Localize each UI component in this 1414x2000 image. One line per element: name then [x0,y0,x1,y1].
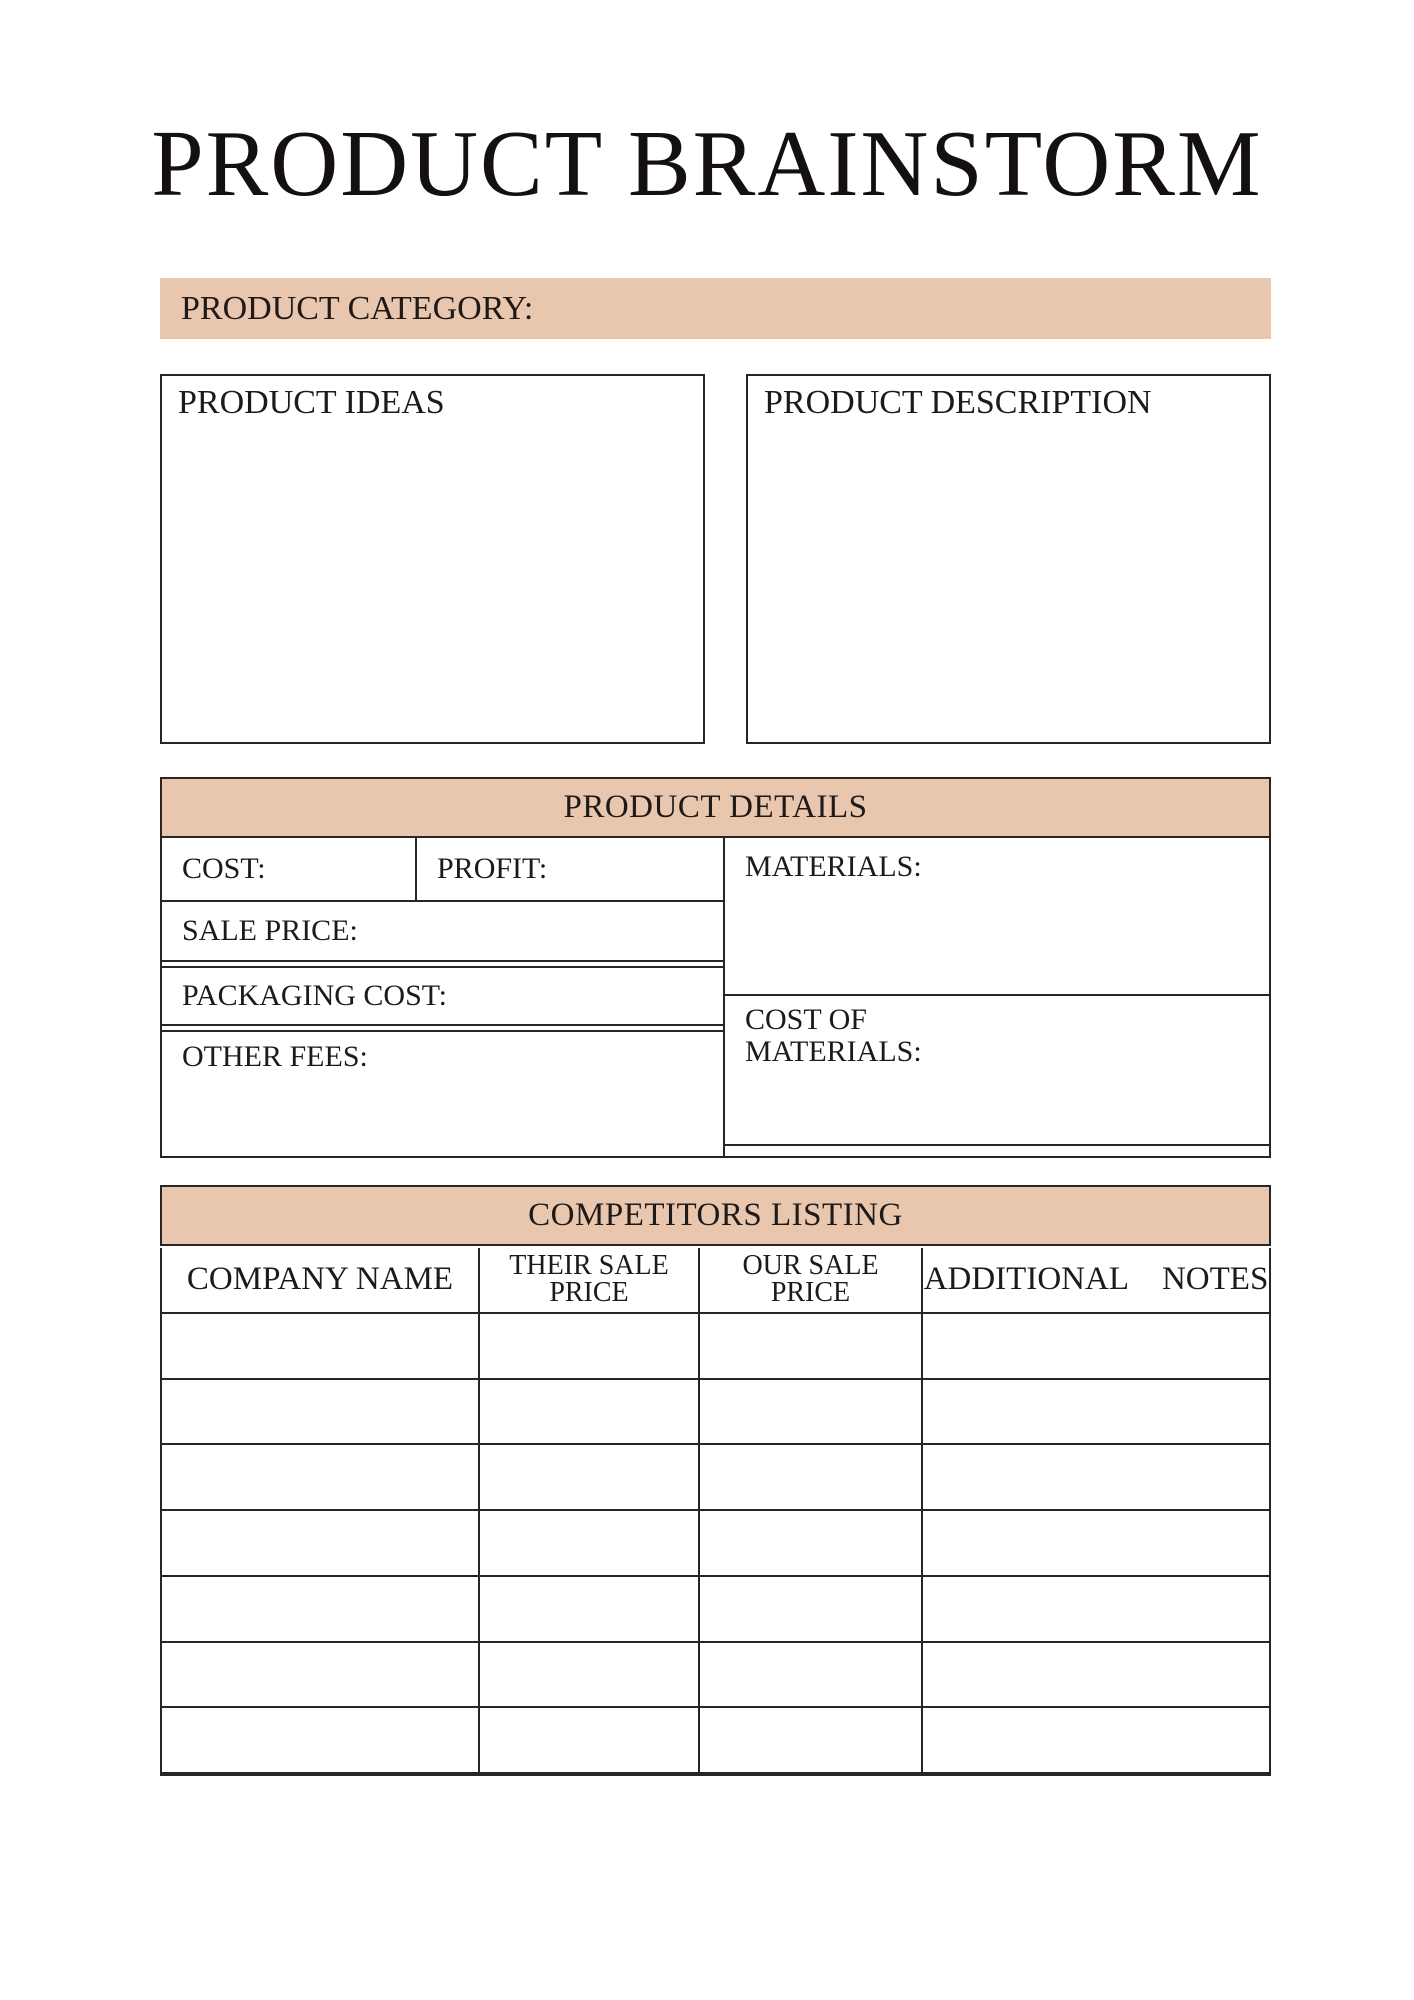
table-row [162,1577,1269,1643]
table-cell [162,1708,478,1772]
table-cell [162,1511,478,1575]
table-row [162,1445,1269,1511]
table-cell [162,1380,478,1444]
table-cell [162,1445,478,1509]
product-description-label: PRODUCT DESCRIPTION [764,384,1152,421]
table-row [162,1511,1269,1577]
product-ideas-label: PRODUCT IDEAS [178,384,445,421]
table-cell [698,1708,921,1772]
company-name-header-label: COMPANY NAME [186,1261,454,1298]
table-cell [478,1643,698,1707]
table-cell [478,1708,698,1772]
table-cell [921,1511,1269,1575]
their-sale-price-column-header [478,1248,698,1312]
profit-label: PROFIT: [437,852,548,885]
cost-profit-row [162,838,723,902]
table-cell [698,1314,921,1378]
product-details-header-bar [160,777,1271,838]
competitors-table-header-row [162,1248,1269,1314]
competitors-table [160,1248,1271,1776]
cost-of-materials-label: COST OF MATERIALS: [745,1003,922,1068]
profit-cell [417,838,723,900]
page-title: PRODUCT BRAINSTORM [151,112,1263,216]
product-description-box [746,374,1271,744]
their-sale-price-header-label: THEIR SALE PRICE [509,1250,676,1308]
table-cell [162,1577,478,1641]
table-cell [921,1708,1269,1772]
materials-label: MATERIALS: [745,850,922,883]
other-fees-cell [162,1030,723,1158]
table-cell [478,1511,698,1575]
table-cell [478,1445,698,1509]
table-cell [162,1314,478,1378]
table-cell [478,1314,698,1378]
packaging-cost-label: PACKAGING COST: [182,979,447,1012]
table-cell [921,1577,1269,1641]
table-cell [698,1445,921,1509]
table-row [162,1643,1269,1709]
competitors-table-body [162,1314,1269,1772]
cost-of-materials-cell [725,996,1269,1146]
table-cell [921,1643,1269,1707]
packaging-cost-cell [162,966,723,1026]
additional-notes-column-header [921,1248,1269,1312]
additional-notes-header-label: ADDITIONAL NOTES [923,1261,1269,1298]
table-cell [698,1511,921,1575]
sale-price-label: SALE PRICE: [182,914,358,947]
our-sale-price-column-header [698,1248,921,1312]
table-cell [478,1577,698,1641]
competitors-listing-header-bar [160,1185,1271,1246]
product-ideas-box [160,374,705,744]
product-category-label: PRODUCT CATEGORY: [181,289,534,327]
our-sale-price-header-label: OUR SALE PRICE [742,1250,886,1308]
table-row [162,1314,1269,1380]
table-cell [921,1314,1269,1378]
product-details-header-label: PRODUCT DETAILS [563,789,868,825]
table-cell [698,1577,921,1641]
materials-cell [725,838,1269,996]
table-cell [921,1380,1269,1444]
product-details-table [160,838,1271,1158]
cost-cell [162,838,417,900]
table-cell [921,1445,1269,1509]
cost-label: COST: [182,852,266,885]
competitors-listing-header-label: COMPETITORS LISTING [528,1197,903,1233]
other-fees-label: OTHER FEES: [182,1040,368,1073]
sale-price-cell [162,902,723,962]
materials-column [723,838,1269,1158]
product-category-bar [160,278,1271,339]
table-cell [478,1380,698,1444]
table-cell [698,1380,921,1444]
table-cell [698,1643,921,1707]
company-name-column-header [162,1248,478,1312]
table-cell [162,1643,478,1707]
table-row [162,1380,1269,1446]
table-row [162,1708,1269,1772]
